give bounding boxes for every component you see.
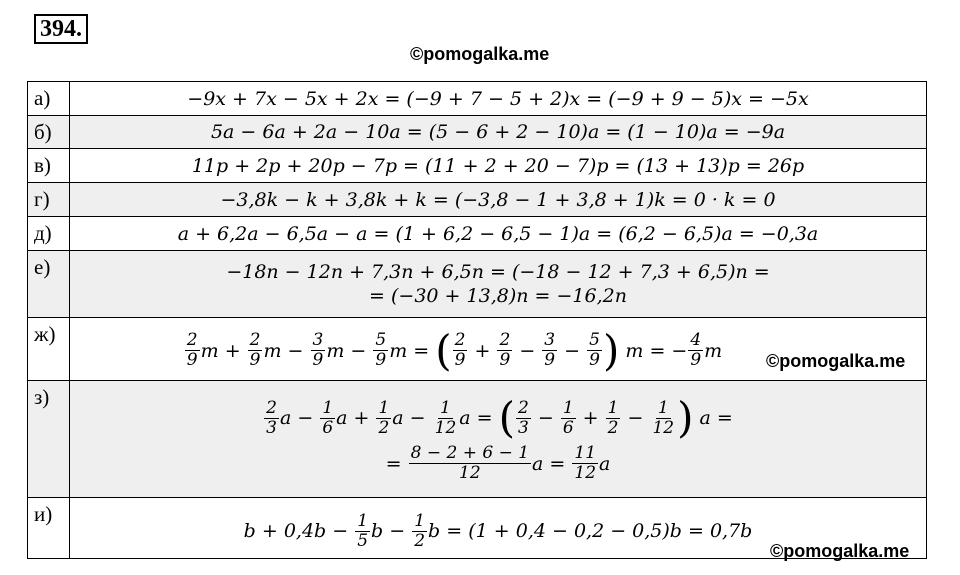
fraction bbox=[433, 399, 459, 438]
denominator: 5 bbox=[357, 530, 369, 551]
equation: b + 0,4b − $\frac{1}{5}$ b − $\frac{1}{2}$ b = (1 + 0,4 − 0,2 − 0,5)b = 0,7b bbox=[243, 510, 753, 551]
denominator: 9 bbox=[186, 350, 198, 371]
math-term: a bbox=[336, 407, 348, 430]
fraction bbox=[497, 331, 512, 370]
fraction bbox=[516, 399, 531, 438]
equation: 5a − 6a + 2a − 10a = (5 − 6 + 2 − 10)a = (1 − 10)a = −9a bbox=[210, 121, 786, 143]
numerator: 2 bbox=[517, 397, 529, 418]
denominator: 9 bbox=[499, 350, 511, 371]
fraction bbox=[606, 399, 621, 438]
fraction bbox=[412, 512, 427, 551]
fraction bbox=[264, 399, 279, 438]
fraction bbox=[355, 512, 370, 551]
equation: −9x + 7x − 5x + 2x = (−9 + 7 − 5 + 2)x = (−9 + 9 − 5)x = −5x bbox=[187, 87, 809, 110]
fraction bbox=[311, 331, 326, 370]
problem-number: 394. bbox=[34, 14, 88, 44]
numerator: 5 bbox=[589, 330, 600, 351]
fraction bbox=[572, 444, 598, 483]
equation: $\frac{2}{9}$ m + $\frac{2}{9}$ m − $\frac{3}{9}$ m − $\frac{5}{9}$ m = ( $\frac{2}{9}$ + $\frac{2}{9}$ − $\frac{3}{9}$ − $\frac{5}{9}$ ) m = − $\frac{4}{9}$ m bbox=[186, 325, 723, 375]
table-row bbox=[28, 183, 927, 217]
numerator: 2 bbox=[454, 330, 466, 351]
math-term: m bbox=[263, 339, 282, 362]
math-term: a bbox=[599, 452, 611, 475]
math-term: = (1 + 0,4 − 0,2 − 0,5)b = 0,7b bbox=[446, 520, 753, 542]
fraction bbox=[248, 331, 263, 370]
denominator: 2 bbox=[607, 417, 619, 438]
numerator: 2 bbox=[499, 330, 511, 351]
watermark-middle: ©pomogalka.me bbox=[766, 351, 906, 371]
fraction bbox=[587, 331, 602, 370]
math-term: m bbox=[389, 339, 408, 362]
math-term: m bbox=[326, 339, 345, 362]
equation-line-2: = $\frac{8 - 2 + 6 - 1}{12}$ a = $\frac{11}{12}$ a bbox=[385, 443, 611, 484]
fraction bbox=[688, 331, 703, 370]
denominator: 12 bbox=[652, 417, 675, 438]
denominator: 9 bbox=[544, 350, 556, 371]
fraction bbox=[561, 399, 576, 438]
row-label: з) bbox=[28, 381, 70, 498]
numerator: 3 bbox=[312, 330, 324, 351]
fraction bbox=[650, 399, 676, 438]
numerator: 1 bbox=[414, 510, 426, 531]
math-term: b + 0,4b − bbox=[243, 520, 349, 542]
solution-table bbox=[27, 81, 927, 559]
math-term: a bbox=[699, 407, 711, 430]
equation-line-1: −18n − 12n + 7,3n + 6,5n = (−18 − 12 + 7,3 + 6,5)n = bbox=[226, 261, 770, 283]
math-term: a bbox=[392, 407, 404, 430]
parenthesis: ( bbox=[498, 393, 515, 443]
numerator: 1 bbox=[357, 510, 369, 531]
denominator: 12 bbox=[434, 417, 457, 438]
denominator: 3 bbox=[517, 417, 529, 438]
fraction bbox=[453, 331, 468, 370]
row-label: б) bbox=[28, 116, 70, 149]
watermark-bottom: ©pomogalka.me bbox=[770, 541, 910, 561]
row-label: ж) bbox=[28, 318, 70, 381]
parenthesis: ) bbox=[602, 325, 620, 375]
fraction bbox=[376, 399, 391, 438]
math-term: b bbox=[428, 520, 441, 542]
math-term: m bbox=[625, 339, 644, 362]
math-term: m bbox=[200, 339, 219, 362]
equation: a + 6,2a − 6,5a − a = (1 + 6,2 − 6,5 − 1)a = (6,2 − 6,5)a = −0,3a bbox=[177, 222, 819, 245]
table-row bbox=[28, 251, 927, 318]
math-term: a bbox=[532, 452, 544, 475]
math-term: m bbox=[704, 339, 723, 362]
fraction bbox=[185, 331, 200, 370]
fraction bbox=[542, 331, 557, 370]
numerator: 1 bbox=[440, 397, 451, 418]
table-row bbox=[28, 149, 927, 183]
watermark-top: ©pomogalka.me bbox=[410, 44, 550, 64]
denominator: 6 bbox=[562, 417, 574, 438]
denominator: 9 bbox=[690, 350, 702, 371]
denominator: 2 bbox=[414, 530, 426, 551]
row-label: г) bbox=[28, 183, 70, 217]
numerator: 4 bbox=[690, 330, 702, 351]
denominator: 9 bbox=[375, 350, 387, 371]
numerator: 1 bbox=[562, 397, 574, 418]
table-row bbox=[28, 217, 927, 251]
denominator: 3 bbox=[266, 417, 277, 438]
numerator: 1 bbox=[322, 397, 334, 418]
table-row bbox=[28, 381, 927, 498]
equation-line-1: $\frac{2}{3}$ a − $\frac{1}{6}$ a + $\frac{1}{2}$ a − $\frac{1}{12}$ a = ( $\frac{2}{3}$ − $\frac{1}{6}$ + $\frac{1}{2}$ − $\frac{1}{12}$ ) a = bbox=[266, 393, 733, 443]
numerator: 1 bbox=[607, 397, 619, 418]
row-label: и) bbox=[28, 498, 70, 559]
denominator: 9 bbox=[312, 350, 324, 371]
denominator: 6 bbox=[322, 417, 334, 438]
numerator: 2 bbox=[266, 397, 277, 418]
table-row bbox=[28, 116, 927, 149]
parenthesis: ) bbox=[677, 393, 694, 443]
numerator: 2 bbox=[249, 330, 261, 351]
denominator: 2 bbox=[378, 417, 390, 438]
math-term: a bbox=[279, 407, 292, 430]
fraction bbox=[373, 331, 388, 370]
math-term: a bbox=[459, 407, 471, 430]
math-term: b bbox=[371, 520, 384, 542]
row-label: в) bbox=[28, 149, 70, 183]
denominator: 9 bbox=[589, 350, 600, 371]
parenthesis: ( bbox=[435, 325, 452, 375]
numerator: 1 bbox=[657, 397, 669, 418]
table-row bbox=[28, 82, 927, 116]
denominator: 9 bbox=[454, 350, 466, 371]
equation: −3,8k − k + 3,8k + k = (−3,8 − 1 + 3,8 + 1)k = 0 · k = 0 bbox=[220, 188, 776, 211]
numerator: 2 bbox=[186, 330, 198, 351]
denominator: 9 bbox=[249, 350, 261, 371]
equation-line-2: = (−30 + 13,8)n = −16,2n bbox=[369, 285, 627, 307]
denominator: 12 bbox=[574, 463, 597, 484]
numerator: 5 bbox=[375, 330, 387, 351]
numerator: 3 bbox=[544, 330, 556, 351]
numerator: 8 − 2 + 6 − 1 bbox=[410, 443, 530, 464]
fraction bbox=[320, 399, 335, 438]
denominator: 12 bbox=[459, 463, 481, 484]
row-label: е) bbox=[28, 251, 70, 318]
fraction bbox=[409, 444, 531, 483]
row-label: а) bbox=[28, 82, 70, 116]
numerator: 1 bbox=[378, 397, 390, 418]
row-label: д) bbox=[28, 217, 70, 251]
numerator: 11 bbox=[574, 443, 597, 464]
equation: 11p + 2p + 20p − 7p = (11 + 2 + 20 − 7)p = (13 + 13)p = 26p bbox=[191, 154, 805, 177]
